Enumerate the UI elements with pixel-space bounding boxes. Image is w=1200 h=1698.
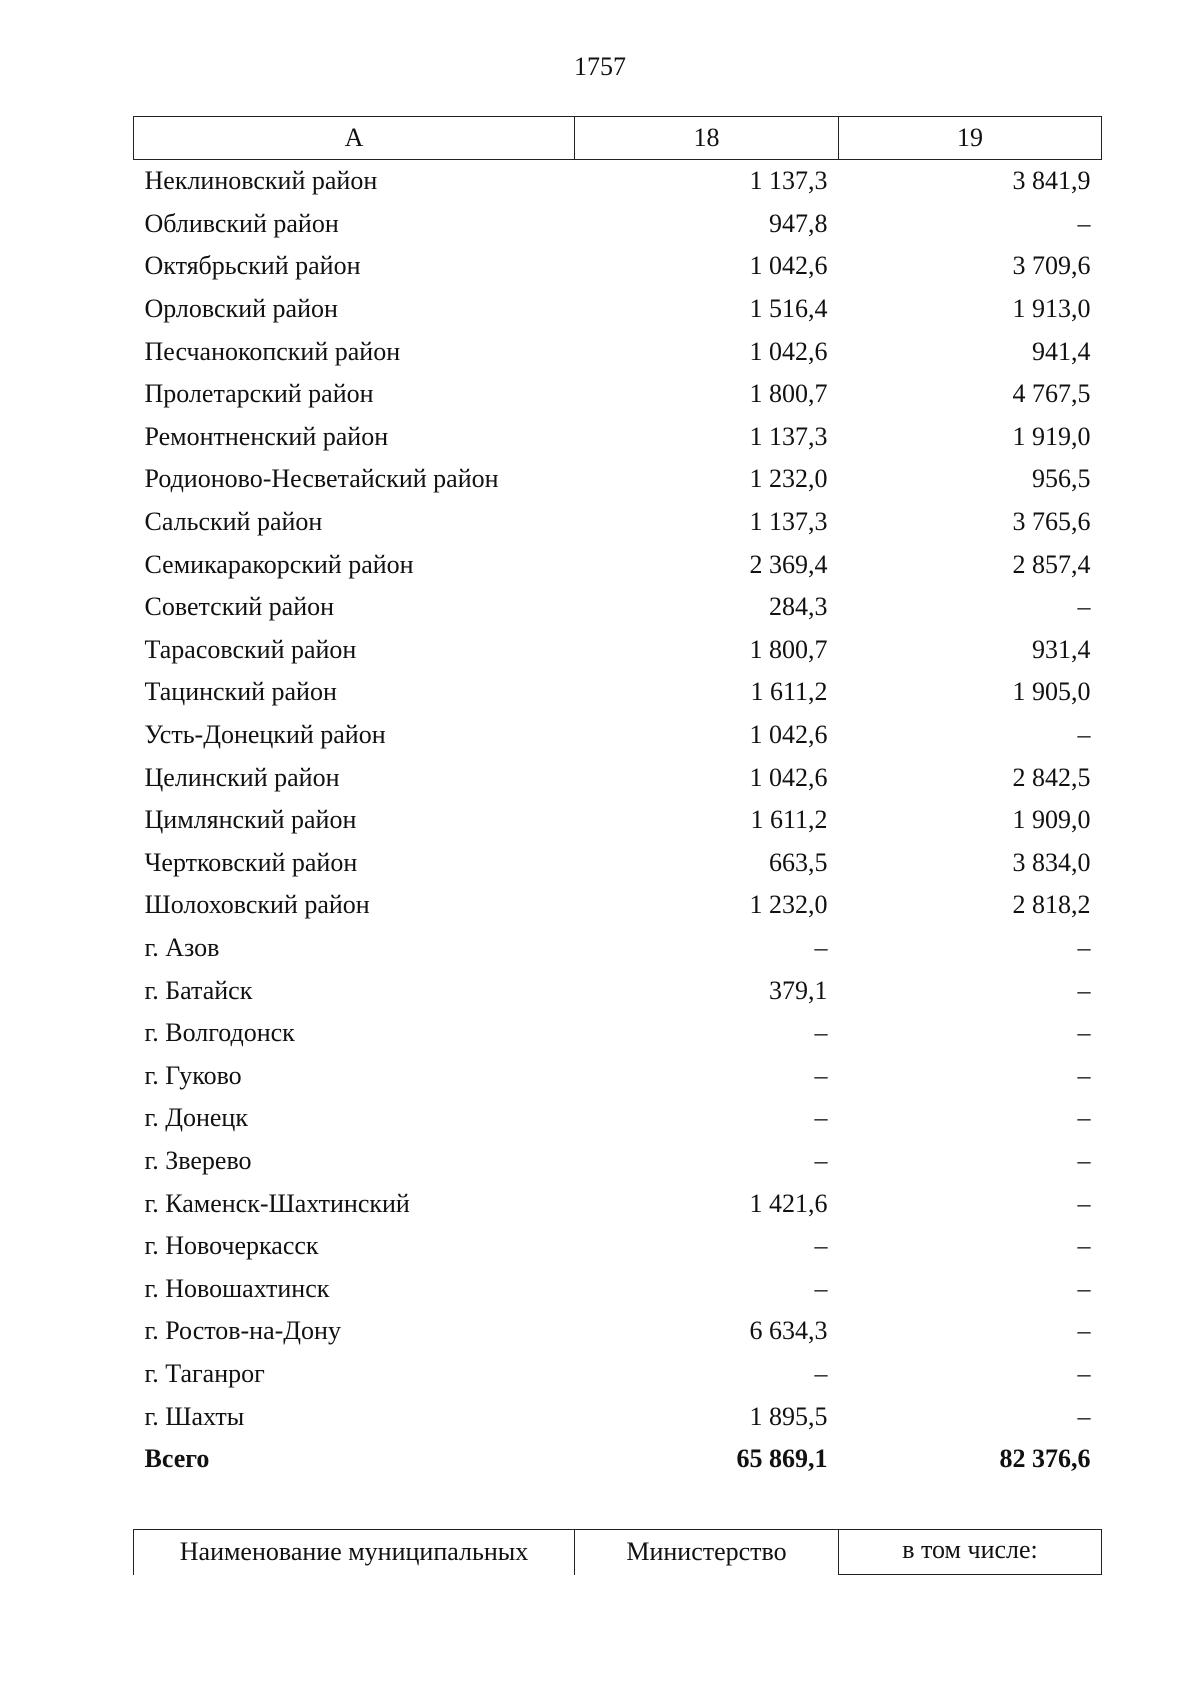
table-row bbox=[134, 543, 1102, 586]
value-col-18: 1 042,6 bbox=[749, 720, 828, 750]
table-body bbox=[134, 160, 1102, 1481]
continuation-col-ministry: Министерство bbox=[575, 1530, 839, 1575]
value-col-18: 1 042,6 bbox=[749, 762, 828, 792]
value-col-18: – bbox=[814, 1018, 828, 1048]
value-col-18: 1 895,5 bbox=[749, 1401, 828, 1431]
table-row bbox=[134, 1012, 1102, 1055]
table-row bbox=[134, 1225, 1102, 1268]
municipality-name: Сальский район bbox=[144, 507, 323, 537]
total-row bbox=[134, 1438, 1102, 1481]
value-col-19: – bbox=[1077, 1358, 1091, 1388]
table-row bbox=[134, 927, 1102, 970]
table-row bbox=[134, 586, 1102, 629]
table-row bbox=[134, 160, 1102, 203]
table-row bbox=[134, 1310, 1102, 1353]
municipality-name: Тарасовский район bbox=[144, 634, 357, 664]
municipality-name: Советский район bbox=[144, 592, 335, 622]
value-col-18: 2 369,4 bbox=[749, 549, 828, 579]
header-col-a: А bbox=[134, 117, 575, 160]
value-col-18: – bbox=[814, 1060, 828, 1090]
municipality-name: г. Таганрог bbox=[144, 1358, 265, 1388]
header-col-18: 18 bbox=[575, 117, 839, 160]
value-col-19: 941,4 bbox=[1032, 336, 1091, 366]
value-col-18: 1 137,3 bbox=[749, 507, 828, 537]
value-col-19: – bbox=[1077, 592, 1091, 622]
value-col-19: – bbox=[1077, 1401, 1091, 1431]
table-row bbox=[134, 1054, 1102, 1097]
value-col-18: – bbox=[814, 1103, 828, 1133]
value-col-18: 663,5 bbox=[769, 847, 828, 877]
table-row bbox=[134, 373, 1102, 416]
value-col-19: 3 834,0 bbox=[1012, 847, 1091, 877]
value-col-19: – bbox=[1077, 1188, 1091, 1218]
value-col-19: 1 909,0 bbox=[1012, 805, 1091, 835]
value-col-19: 2 842,5 bbox=[1012, 762, 1091, 792]
value-col-18: – bbox=[814, 1358, 828, 1388]
total-col-18: 65 869,1 bbox=[736, 1444, 828, 1474]
municipality-name: Орловский район bbox=[144, 294, 338, 324]
municipality-name: Семикаракорский район bbox=[144, 549, 414, 579]
value-col-18: 284,3 bbox=[769, 592, 828, 622]
table-row bbox=[134, 884, 1102, 927]
value-col-18: 1 611,2 bbox=[750, 677, 828, 707]
header-row bbox=[134, 117, 1102, 160]
continuation-col-including: в том числе: bbox=[839, 1530, 1102, 1575]
table-row bbox=[134, 1267, 1102, 1310]
value-col-19: – bbox=[1077, 1060, 1091, 1090]
value-col-18: 1 421,6 bbox=[749, 1188, 828, 1218]
table-row bbox=[134, 1182, 1102, 1225]
municipality-name: г. Шахты bbox=[144, 1401, 245, 1431]
table-row bbox=[134, 245, 1102, 288]
continuation-table-header bbox=[133, 1529, 1102, 1575]
header-col-19: 19 bbox=[839, 117, 1102, 160]
value-col-19: – bbox=[1077, 1231, 1091, 1261]
value-col-19: – bbox=[1077, 975, 1091, 1005]
municipality-name: Обливский район bbox=[144, 208, 339, 238]
municipality-name: г. Донецк bbox=[144, 1103, 248, 1133]
value-col-19: – bbox=[1077, 1103, 1091, 1133]
value-col-19: – bbox=[1077, 932, 1091, 962]
value-col-18: – bbox=[814, 1145, 828, 1175]
value-col-18: 1 516,4 bbox=[749, 294, 828, 324]
table-header bbox=[134, 117, 1102, 160]
total-label: Всего bbox=[144, 1444, 210, 1474]
municipality-name: Цимлянский район bbox=[144, 805, 357, 835]
municipality-name: Шолоховский район bbox=[144, 890, 370, 920]
table-row bbox=[134, 416, 1102, 459]
continuation-col-municipalities: Наименование муниципальных bbox=[134, 1530, 575, 1575]
municipality-name: Пролетарский район bbox=[144, 379, 374, 409]
table-row bbox=[134, 969, 1102, 1012]
value-col-19: 931,4 bbox=[1032, 634, 1091, 664]
table-row bbox=[134, 330, 1102, 373]
value-col-18: – bbox=[814, 1231, 828, 1261]
municipality-name: г. Батайск bbox=[144, 975, 253, 1005]
value-col-19: – bbox=[1077, 208, 1091, 238]
value-col-19: 4 767,5 bbox=[1012, 379, 1091, 409]
table-row bbox=[134, 288, 1102, 331]
table-row bbox=[134, 203, 1102, 246]
total-col-19: 82 376,6 bbox=[999, 1444, 1091, 1474]
municipality-name: Чертковский район bbox=[144, 847, 358, 877]
municipality-name: г. Новочеркасск bbox=[144, 1231, 319, 1261]
table-row bbox=[134, 842, 1102, 885]
value-col-18: 1 611,2 bbox=[750, 805, 828, 835]
municipality-name: Октябрьский район bbox=[144, 251, 361, 281]
municipality-name: г. Гуково bbox=[144, 1060, 242, 1090]
value-col-19: 3 841,9 bbox=[1012, 166, 1091, 196]
value-col-18: 1 042,6 bbox=[749, 251, 828, 281]
value-col-19: 956,5 bbox=[1032, 464, 1091, 494]
value-col-19: – bbox=[1077, 1145, 1091, 1175]
municipality-name: Неклиновский район bbox=[144, 166, 378, 196]
value-col-18: 1 800,7 bbox=[749, 379, 828, 409]
value-col-18: 1 137,3 bbox=[749, 421, 828, 451]
value-col-18: 1 137,3 bbox=[749, 166, 828, 196]
table-row bbox=[134, 1140, 1102, 1183]
value-col-19: – bbox=[1077, 720, 1091, 750]
table-row bbox=[134, 756, 1102, 799]
municipality-name: Тацинский район bbox=[144, 677, 337, 707]
municipality-name: Ремонтненский район bbox=[144, 421, 389, 451]
municipality-name: г. Волгодонск bbox=[144, 1018, 295, 1048]
municipality-name: г. Азов bbox=[144, 932, 220, 962]
value-col-19: 2 818,2 bbox=[1012, 890, 1091, 920]
table-row bbox=[134, 1395, 1102, 1438]
table-row bbox=[134, 714, 1102, 757]
table-row bbox=[134, 629, 1102, 672]
value-col-18: 379,1 bbox=[769, 975, 828, 1005]
table-row bbox=[134, 458, 1102, 501]
municipality-name: г. Новошахтинск bbox=[144, 1273, 330, 1303]
value-col-19: – bbox=[1077, 1018, 1091, 1048]
value-col-18: 1 232,0 bbox=[749, 464, 828, 494]
value-col-19: 1 913,0 bbox=[1012, 294, 1091, 324]
allocation-table bbox=[133, 116, 1102, 1480]
municipality-name: Родионово-Несветайский район bbox=[144, 464, 499, 494]
value-col-18: 947,8 bbox=[769, 208, 828, 238]
municipality-name: Песчанокопский район bbox=[144, 336, 401, 366]
value-col-18: 1 042,6 bbox=[749, 336, 828, 366]
municipality-name: Целинский район bbox=[144, 762, 340, 792]
municipality-name: г. Зверево bbox=[144, 1145, 252, 1175]
value-col-19: 1 905,0 bbox=[1012, 677, 1091, 707]
table-row bbox=[134, 799, 1102, 842]
value-col-18: – bbox=[814, 932, 828, 962]
value-col-18: 6 634,3 bbox=[749, 1316, 828, 1346]
municipality-name: г. Ростов-на-Дону bbox=[144, 1316, 341, 1346]
value-col-19: 3 709,6 bbox=[1012, 251, 1091, 281]
value-col-19: 3 765,6 bbox=[1012, 507, 1091, 537]
municipality-name: Усть-Донецкий район bbox=[144, 720, 386, 750]
value-col-18: 1 232,0 bbox=[749, 890, 828, 920]
value-col-18: – bbox=[814, 1273, 828, 1303]
municipality-name: г. Каменск-Шахтинский bbox=[144, 1188, 410, 1218]
value-col-19: 1 919,0 bbox=[1012, 421, 1091, 451]
value-col-19: – bbox=[1077, 1273, 1091, 1303]
table-row bbox=[134, 1097, 1102, 1140]
page-number: 1757 bbox=[574, 52, 626, 81]
value-col-19: – bbox=[1077, 1316, 1091, 1346]
value-col-18: 1 800,7 bbox=[749, 634, 828, 664]
table-row bbox=[134, 1353, 1102, 1396]
table-row bbox=[134, 501, 1102, 544]
continuation-header-row bbox=[134, 1530, 1102, 1575]
table-row bbox=[134, 671, 1102, 714]
value-col-19: 2 857,4 bbox=[1012, 549, 1091, 579]
